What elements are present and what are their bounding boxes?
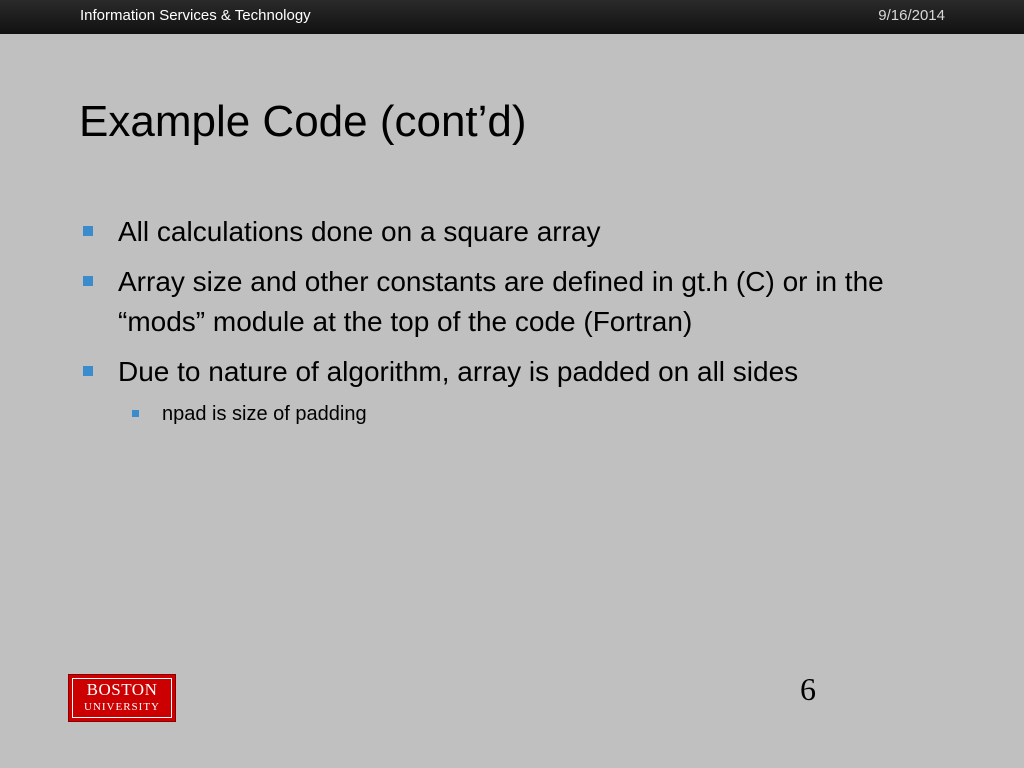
slide-title: Example Code (cont’d): [79, 97, 527, 146]
square-bullet-icon: [83, 226, 93, 236]
logo-line-1: BOSTON: [86, 680, 158, 699]
bullet-item: [80, 262, 940, 342]
organization-name: Information Services & Technology: [80, 7, 311, 24]
boston-university-logo: [68, 674, 176, 722]
logo-line-2: UNIVERSITY: [84, 701, 160, 713]
square-bullet-icon: [132, 410, 139, 417]
bullet-text: Array size and other constants are defined in gt.h (C) or in the “mods” module at the top of the code (Fortran): [118, 266, 884, 337]
bullet-list: [80, 212, 940, 428]
bullet-text: All calculations done on a square array: [118, 216, 601, 247]
sub-bullet-text: npad is size of padding: [162, 403, 367, 425]
bullet-item: [80, 352, 940, 392]
sub-bullet-item: [80, 400, 940, 428]
square-bullet-icon: [83, 276, 93, 286]
slide-date: 9/16/2014: [878, 7, 945, 24]
header-bar: [0, 0, 1024, 34]
square-bullet-icon: [83, 366, 93, 376]
bullet-item: [80, 212, 940, 252]
bullet-text: Due to nature of algorithm, array is padded on all sides: [118, 356, 799, 387]
page-number: 6: [800, 671, 816, 707]
